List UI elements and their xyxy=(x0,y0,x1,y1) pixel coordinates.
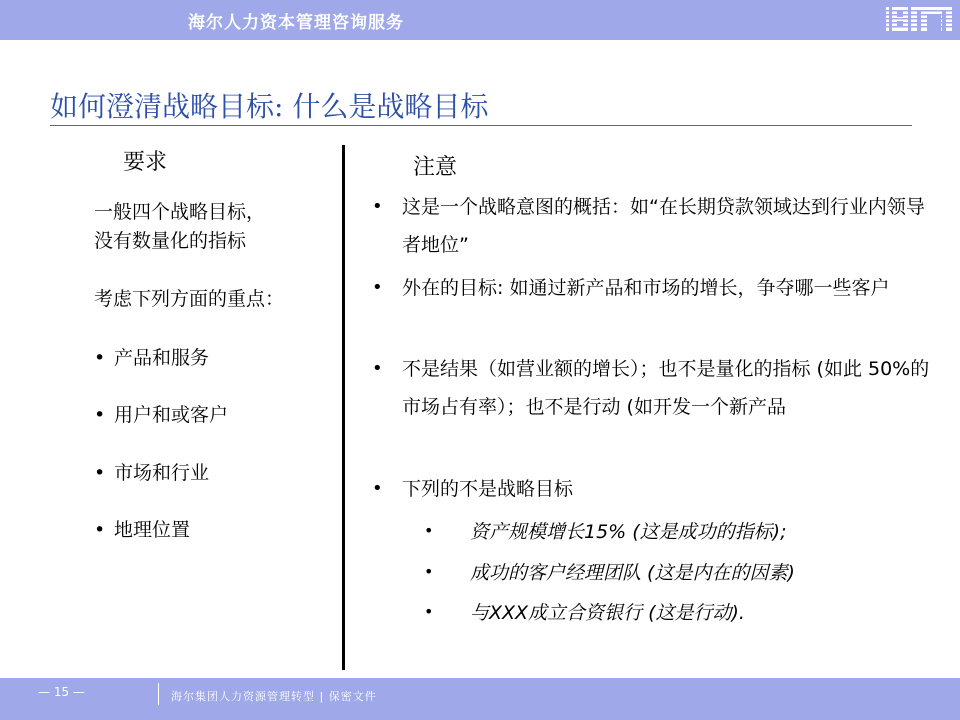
left-bullet-item: • 用户和或客户 xyxy=(94,404,229,426)
slide-title: 如何澄清战略目标: 什么是战略目标 xyxy=(50,90,489,123)
footer-bar xyxy=(0,678,960,720)
left-requirement-line2: 没有数量化的指标 xyxy=(94,230,247,252)
title-rule xyxy=(50,125,912,126)
sub-bullet-item: 与XXX成立合资银行 (这是行动). xyxy=(470,602,745,624)
right-bullet-2: 外在的目标: 如通过新产品和市场的增长，争夺哪一些客户 xyxy=(402,277,890,299)
bullet-dot: • xyxy=(372,358,383,379)
footer-text: 海尔集团人力资源管理转型 | 保密文件 xyxy=(171,690,377,703)
sub-bullet-dot: • xyxy=(424,521,434,540)
left-consider-text: 考虑下列方面的重点： xyxy=(94,288,285,310)
footer-divider xyxy=(158,683,159,705)
left-bullet-item: • 地理位置 xyxy=(94,519,191,541)
left-requirement-line1: 一般四个战略目标， xyxy=(94,201,266,223)
sub-bullet-dot: • xyxy=(424,562,434,581)
bullet-dot: • xyxy=(372,277,383,298)
header-bar xyxy=(0,0,960,40)
bullet-dot: • xyxy=(372,196,383,217)
page-number: — 15 — xyxy=(38,685,85,699)
right-bullet-4: 下列的不是战略目标 xyxy=(402,478,574,500)
left-bullet-item: • 产品和服务 xyxy=(94,347,210,369)
ibm-logo xyxy=(886,5,952,33)
left-heading: 要求 xyxy=(123,150,168,175)
sub-bullet-dot: • xyxy=(424,602,434,621)
sub-bullet-item: 资产规模增长15% (这是成功的指标); xyxy=(470,521,787,543)
right-bullet-1: 这是一个战略意图的概括：如“在长期贷款领域达到行业内领导者地位” xyxy=(402,196,925,256)
left-bullet-item: • 市场和行业 xyxy=(94,462,210,484)
right-bullet-3: 不是结果（如营业额的增长）；也不是量化的指标 (如此 50%的市场占有率）；也不是行动 (如开发一个新产品 xyxy=(402,358,930,418)
column-divider xyxy=(342,145,345,670)
header-title: 海尔人力资本管理咨询服务 xyxy=(188,13,404,33)
right-heading: 注意 xyxy=(413,155,458,180)
sub-bullet-item: 成功的客户经理团队 (这是内在的因素) xyxy=(470,562,795,584)
bullet-dot: • xyxy=(372,478,383,499)
